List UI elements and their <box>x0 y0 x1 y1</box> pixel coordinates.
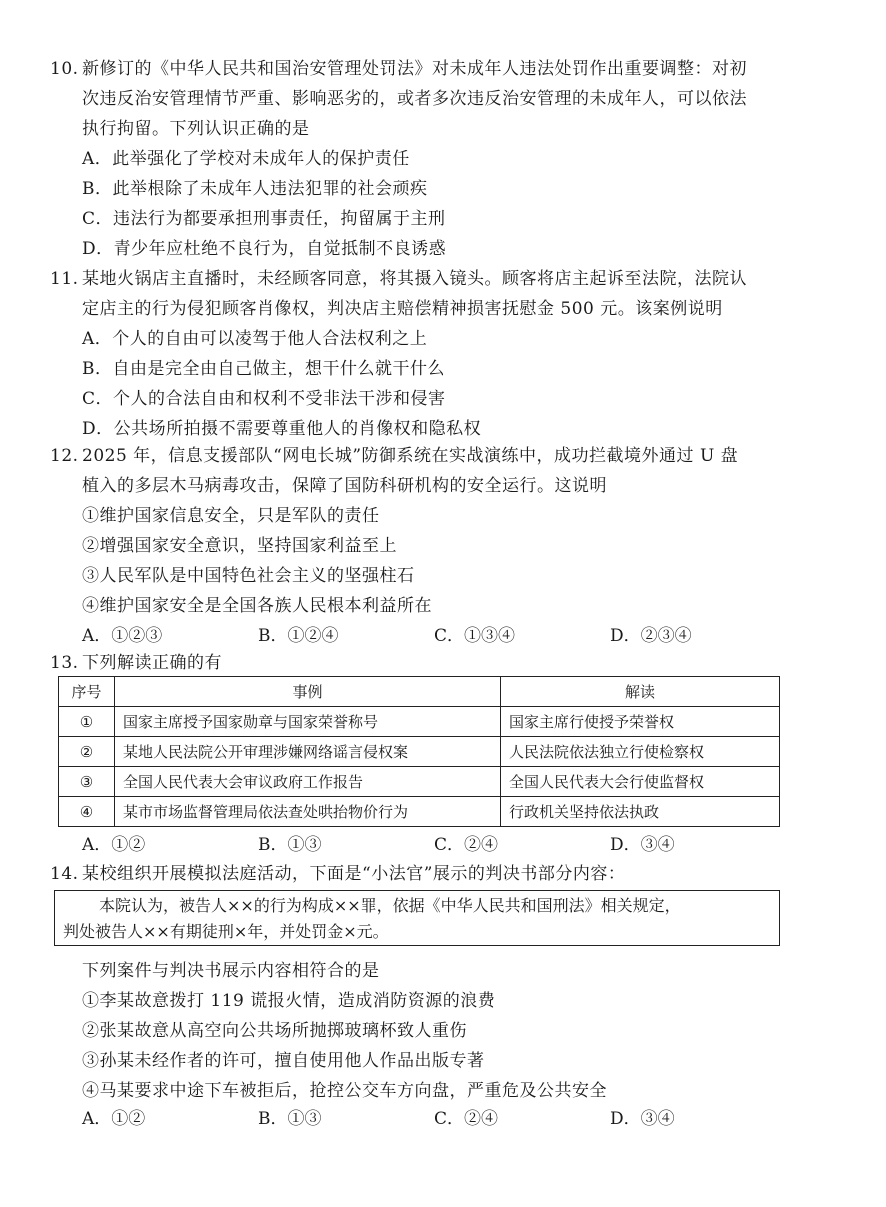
table-row <box>59 767 780 797</box>
row-case: 全国人民代表大会审议政府工作报告 <box>115 767 501 797</box>
option-c: C．个人的合法自由和权利不受非法干涉和侵害 <box>82 389 446 409</box>
interpretation-table <box>58 676 780 827</box>
question-number: 12. <box>50 446 79 466</box>
question-number: 11. <box>50 269 79 289</box>
row-number: ② <box>59 737 115 767</box>
option-a: A．①②③ <box>82 626 163 646</box>
statement-2: ②增强国家安全意识，坚持国家利益至上 <box>82 536 397 556</box>
option-b: B．①②④ <box>258 626 339 646</box>
option-d: D．③④ <box>610 835 675 855</box>
table-header-row <box>59 677 780 707</box>
row-interpretation: 行政机关坚持依法执政 <box>501 797 780 827</box>
option-a: A．个人的自由可以凌驾于他人合法权利之上 <box>82 329 428 349</box>
verdict-box <box>54 890 780 946</box>
question-prompt: 下列案件与判决书展示内容相符合的是 <box>82 961 380 981</box>
option-d: D．③④ <box>610 1109 675 1129</box>
row-case: 国家主席授予国家勋章与国家荣誉称号 <box>115 707 501 737</box>
row-case: 某地人民法院公开审理涉嫌网络谣言侵权案 <box>115 737 501 767</box>
header-number: 序号 <box>59 677 115 707</box>
statement-2: ②张某故意从高空向公共场所抛掷玻璃杯致人重伤 <box>82 1021 467 1041</box>
option-b: B．自由是完全由自己做主，想干什么就干什么 <box>82 359 445 379</box>
question-stem-line: 下列解读正确的有 <box>82 653 222 673</box>
option-c: C．②④ <box>434 1109 499 1129</box>
row-number: ④ <box>59 797 115 827</box>
question-stem-line: 次违反治安管理情节严重、影响恶劣的，或者多次违反治安管理的未成年人，可以依法 <box>82 89 747 109</box>
option-d: D．公共场所拍摄不需要尊重他人的肖像权和隐私权 <box>82 419 482 439</box>
question-number: 13. <box>50 653 79 673</box>
option-b: B．①③ <box>258 1109 322 1129</box>
statement-1: ①李某故意拨打 119 谎报火情，造成消防资源的浪费 <box>82 991 496 1011</box>
statement-3: ③人民军队是中国特色社会主义的坚强柱石 <box>82 566 415 586</box>
question-number: 14. <box>50 864 79 884</box>
header-interpretation: 解读 <box>501 677 780 707</box>
question-stem-line: 执行拘留。下列认识正确的是 <box>82 119 310 139</box>
question-stem-line: 定店主的行为侵犯顾客肖像权，判决店主赔偿精神损害抚慰金 500 元。该案例说明 <box>82 299 723 319</box>
option-d: D．②③④ <box>610 626 692 646</box>
table-row <box>59 737 780 767</box>
question-stem-line: 2025 年，信息支援部队“网电长城”防御系统在实战演练中，成功拦截境外通过 U 盘 <box>82 446 739 466</box>
statement-1: ①维护国家信息安全，只是军队的责任 <box>82 506 380 526</box>
header-case: 事例 <box>115 677 501 707</box>
statement-4: ④维护国家安全是全国各族人民根本利益所在 <box>82 596 432 616</box>
table-row <box>59 707 780 737</box>
question-number: 10. <box>50 59 79 79</box>
row-number: ① <box>59 707 115 737</box>
option-c: C．②④ <box>434 835 499 855</box>
option-c: C．①③④ <box>434 626 516 646</box>
option-d: D．青少年应杜绝不良行为，自觉抵制不良诱惑 <box>82 239 447 259</box>
option-c: C．违法行为都要承担刑事责任，拘留属于主刑 <box>82 209 446 229</box>
question-stem-line: 某校组织开展模拟法庭活动，下面是“小法官”展示的判决书部分内容： <box>82 864 626 884</box>
row-interpretation: 国家主席行使授予荣誉权 <box>501 707 780 737</box>
row-interpretation: 人民法院依法独立行使检察权 <box>501 737 780 767</box>
row-case: 某市市场监督管理局依法查处哄抬物价行为 <box>115 797 501 827</box>
question-stem-line: 植入的多层木马病毒攻击，保障了国防科研机构的安全运行。这说明 <box>82 476 607 496</box>
row-number: ③ <box>59 767 115 797</box>
question-stem-line: 某地火锅店主直播时，未经顾客同意，将其摄入镜头。顾客将店主起诉至法院，法院认 <box>82 269 747 289</box>
statement-4: ④马某要求中途下车被拒后，抢控公交车方向盘，严重危及公共安全 <box>82 1081 607 1101</box>
verdict-line: 判处被告人××有期徒刑×年，并处罚金×元。 <box>63 922 389 941</box>
option-a: A．①② <box>82 1109 146 1129</box>
verdict-line: 本院认为，被告人××的行为构成××罪，依据《中华人民共和国刑法》相关规定， <box>99 896 681 915</box>
option-b: B．①③ <box>258 835 322 855</box>
row-interpretation: 全国人民代表大会行使监督权 <box>501 767 780 797</box>
option-b: B．此举根除了未成年人违法犯罪的社会顽疾 <box>82 179 428 199</box>
statement-3: ③孙某未经作者的许可，擅自使用他人作品出版专著 <box>82 1051 485 1071</box>
question-stem-line: 新修订的《中华人民共和国治安管理处罚法》对未成年人违法处罚作出重要调整：对初 <box>82 59 747 79</box>
option-a: A．①② <box>82 835 146 855</box>
table-row <box>59 797 780 827</box>
option-a: A．此举强化了学校对未成年人的保护责任 <box>82 149 410 169</box>
